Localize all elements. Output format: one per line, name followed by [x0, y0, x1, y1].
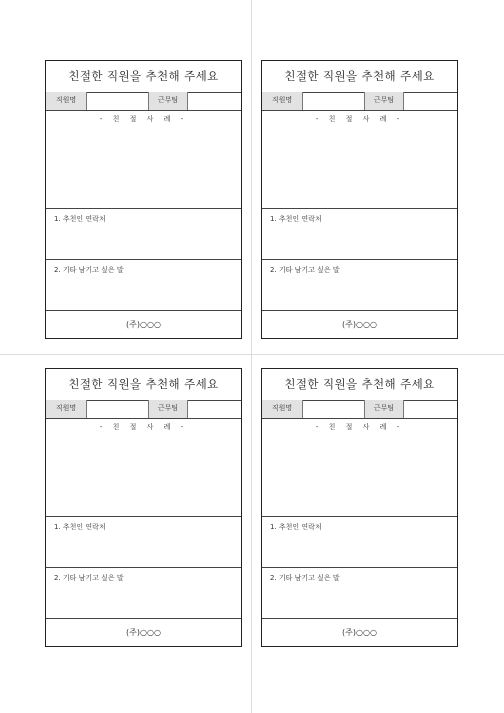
department-label: 근무팀: [365, 92, 404, 110]
recommender-contact-label: 1. 추천인 연락처: [54, 215, 106, 223]
staff-info-row: [46, 400, 241, 419]
kindness-case-heading: - 친 절 사 례 -: [99, 423, 188, 431]
other-comments-section[interactable]: [262, 260, 457, 311]
other-comments-section[interactable]: [46, 260, 241, 311]
company-name: (주)○○○: [126, 628, 161, 637]
staff-name-label: 직원명: [46, 92, 87, 110]
other-comments-section[interactable]: [46, 568, 241, 619]
other-comments-section[interactable]: [262, 568, 457, 619]
recommendation-card-4: [261, 368, 458, 647]
kindness-case-section[interactable]: [46, 110, 241, 209]
recommender-contact-section[interactable]: [262, 517, 457, 568]
department-label: 근무팀: [149, 92, 188, 110]
recommender-contact-label: 1. 추천인 연락처: [270, 523, 322, 531]
staff-info-row: [46, 92, 241, 111]
cut-guide-vertical: [251, 0, 252, 713]
recommendation-card-2: [261, 60, 458, 339]
kindness-case-section[interactable]: [46, 418, 241, 517]
company-name: (주)○○○: [342, 320, 377, 329]
staff-name-label: 직원명: [262, 400, 303, 418]
department-field[interactable]: [188, 92, 241, 110]
recommender-contact-section[interactable]: [46, 209, 241, 260]
staff-name-label: 직원명: [262, 92, 303, 110]
card-title: 친절한 직원을 추천해 주세요: [262, 369, 457, 401]
kindness-case-heading: - 친 절 사 례 -: [315, 423, 404, 431]
recommender-contact-label: 1. 추천인 연락처: [270, 215, 322, 223]
card-footer: [46, 619, 241, 646]
kindness-case-heading: - 친 절 사 례 -: [99, 115, 188, 123]
company-name: (주)○○○: [342, 628, 377, 637]
department-label: 근무팀: [365, 400, 404, 418]
company-name: (주)○○○: [126, 320, 161, 329]
staff-info-row: [262, 400, 457, 419]
department-field[interactable]: [404, 92, 457, 110]
staff-name-label: 직원명: [46, 400, 87, 418]
kindness-case-section[interactable]: [262, 418, 457, 517]
staff-name-field[interactable]: [303, 92, 365, 110]
card-title: 친절한 직원을 추천해 주세요: [46, 369, 241, 401]
recommendation-card-3: [45, 368, 242, 647]
kindness-case-heading: - 친 절 사 례 -: [315, 115, 404, 123]
cut-guide-horizontal: [0, 354, 504, 355]
recommender-contact-label: 1. 추천인 연락처: [54, 523, 106, 531]
card-title: 친절한 직원을 추천해 주세요: [262, 61, 457, 93]
other-comments-label: 2. 기타 남기고 싶은 말: [270, 266, 340, 274]
recommender-contact-section[interactable]: [46, 517, 241, 568]
staff-info-row: [262, 92, 457, 111]
department-field[interactable]: [188, 400, 241, 418]
staff-name-field[interactable]: [87, 92, 149, 110]
card-footer: [262, 619, 457, 646]
other-comments-label: 2. 기타 남기고 싶은 말: [54, 266, 124, 274]
other-comments-label: 2. 기타 남기고 싶은 말: [270, 574, 340, 582]
staff-name-field[interactable]: [303, 400, 365, 418]
kindness-case-section[interactable]: [262, 110, 457, 209]
staff-name-field[interactable]: [87, 400, 149, 418]
card-footer: [46, 311, 241, 338]
recommender-contact-section[interactable]: [262, 209, 457, 260]
recommendation-card-1: [45, 60, 242, 339]
department-field[interactable]: [404, 400, 457, 418]
card-footer: [262, 311, 457, 338]
card-title: 친절한 직원을 추천해 주세요: [46, 61, 241, 93]
other-comments-label: 2. 기타 남기고 싶은 말: [54, 574, 124, 582]
department-label: 근무팀: [149, 400, 188, 418]
